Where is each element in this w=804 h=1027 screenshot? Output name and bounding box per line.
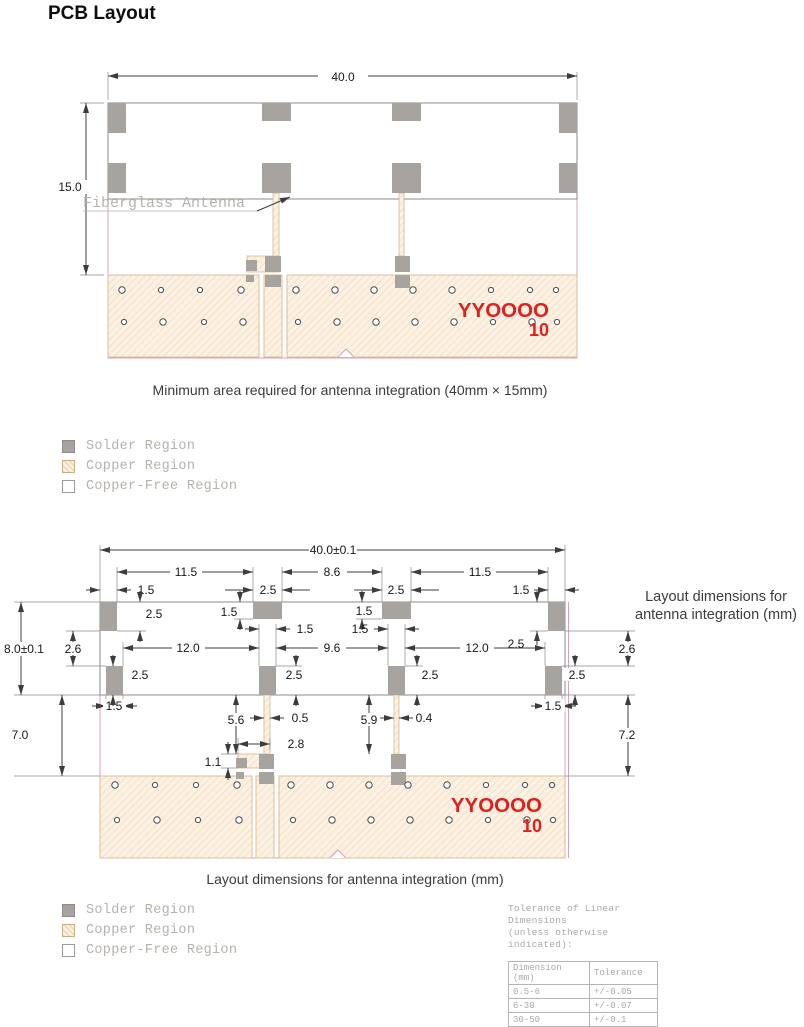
dim-pad-h-r2-left: 2.5 [131, 668, 149, 682]
dim-span2-right: 12.0 [465, 641, 489, 655]
dim-gap-v-left: 2.6 [64, 642, 82, 656]
dim-pad-h-r1-midleft: 1.5 [220, 605, 238, 619]
dim-pad-w-r1-midright: 2.5 [387, 583, 405, 597]
tolerance-row: 30-50 +/-0.1 [509, 1013, 658, 1027]
dim-width-40 [108, 69, 577, 100]
dim-pad-h-r1-right: 2.5 [507, 637, 525, 651]
figure1-caption: Minimum area required for antenna integration (40mm × 15mm) [152, 382, 548, 398]
tolerance-table [508, 961, 658, 1027]
legend-item-copper: Copper Region [62, 459, 237, 473]
dim-overall-width: 40.0±0.1 [309, 543, 357, 557]
tolerance-header-row [509, 962, 658, 985]
dim-pad-h-r1-midright: 1.5 [355, 604, 373, 618]
dim-feed-right-width: 0.4 [415, 711, 433, 725]
tolerance-title-line2: (unless otherwise indicated): [508, 927, 609, 950]
svg-text:15.0: 15.0 [58, 180, 82, 194]
dim-pad-w-r1-right: 1.5 [512, 583, 530, 597]
dim-pad-h-r2-right: 2.5 [568, 668, 586, 682]
antenna-body [108, 103, 577, 199]
tolerance-header-tolerance: Tolerance [590, 962, 658, 985]
dim-span-right: 11.5 [468, 565, 492, 579]
dim-pad-h-r2-midright: 2.5 [421, 668, 439, 682]
page-title: PCB Layout [48, 3, 156, 24]
legend-item-copper: Copper Region [62, 923, 237, 937]
copper-swatch-icon [62, 460, 75, 473]
tolerance-header-dimension: Dimension (mm) [509, 962, 590, 985]
board-marking-line1: YYOOOO [450, 794, 542, 817]
dim-span2-left: 12.0 [176, 641, 200, 655]
dim-pad-h-r1-left: 2.5 [145, 607, 163, 621]
dim-feed-left-length: 5.6 [227, 713, 245, 727]
legend-item-copper-free: Copper-Free Region [62, 943, 237, 957]
dim-feed-left-offset: 1.1 [204, 755, 222, 769]
dim-pad-h-r2-midleft: 2.5 [285, 668, 303, 682]
board-marking-line2: 10 [528, 320, 549, 340]
tolerance-title-line1: Tolerance of Linear Dimensions [508, 903, 621, 926]
solder-swatch-icon [62, 904, 75, 917]
copper-free-swatch-icon [62, 944, 75, 957]
dim-pad-w-r2-midright: 1.5 [351, 622, 369, 636]
dim-span-center: 8.6 [323, 565, 341, 579]
svg-text:40.0: 40.0 [331, 70, 355, 84]
dim-pad-w-r2-midleft: 1.5 [296, 622, 314, 636]
board-marking-line2: 10 [521, 816, 542, 836]
dim-clearance-right: 7.2 [618, 728, 636, 742]
tolerance-row: 0.5-6 +/-0.05 [509, 985, 658, 999]
legend-top [62, 439, 237, 499]
dim-gap-v-right: 2.6 [618, 642, 636, 656]
figure2-side-note: Layout dimensions for antenna integration (mm) [635, 589, 797, 623]
figure1-min-area-drawing [0, 60, 800, 372]
figure2-dimension-drawing [0, 528, 800, 868]
dim-feed-right-length: 5.9 [360, 713, 378, 727]
dim-span-left: 11.5 [174, 565, 198, 579]
dim-pad-w-r1-midleft: 2.5 [259, 583, 277, 597]
dim-pad-w-r2-right: 1.5 [544, 699, 562, 713]
legend-item-copper-free: Copper-Free Region [62, 479, 237, 493]
copper-swatch-icon [62, 924, 75, 937]
legend-item-solder: Solder Region [62, 439, 237, 453]
dim-board-height: 8.0±0.1 [4, 642, 44, 656]
dim-feed-left-stub: 2.8 [287, 737, 305, 751]
tolerance-note [508, 903, 668, 1027]
tolerance-row: 6-30 +/-0.07 [509, 999, 658, 1013]
copper-free-swatch-icon [62, 480, 75, 493]
figure2-caption: Layout dimensions for antenna integration (mm) [206, 871, 504, 887]
dim-span2-center: 9.6 [323, 641, 341, 655]
legend-item-solder: Solder Region [62, 903, 237, 917]
svg-text:Fiberglass Antenna: Fiberglass Antenna [83, 195, 246, 212]
legend-bottom [62, 903, 237, 963]
dim-clearance-left: 7.0 [11, 728, 29, 742]
dim-pad-w-r1-left: 1.5 [137, 583, 155, 597]
dim-height-15 [48, 103, 104, 275]
board-marking-line1: YYOOOO [457, 299, 549, 322]
solder-swatch-icon [62, 440, 75, 453]
dim-feed-left-width: 0.5 [291, 711, 309, 725]
dim-pad-w-r2-left: 1.5 [105, 699, 123, 713]
